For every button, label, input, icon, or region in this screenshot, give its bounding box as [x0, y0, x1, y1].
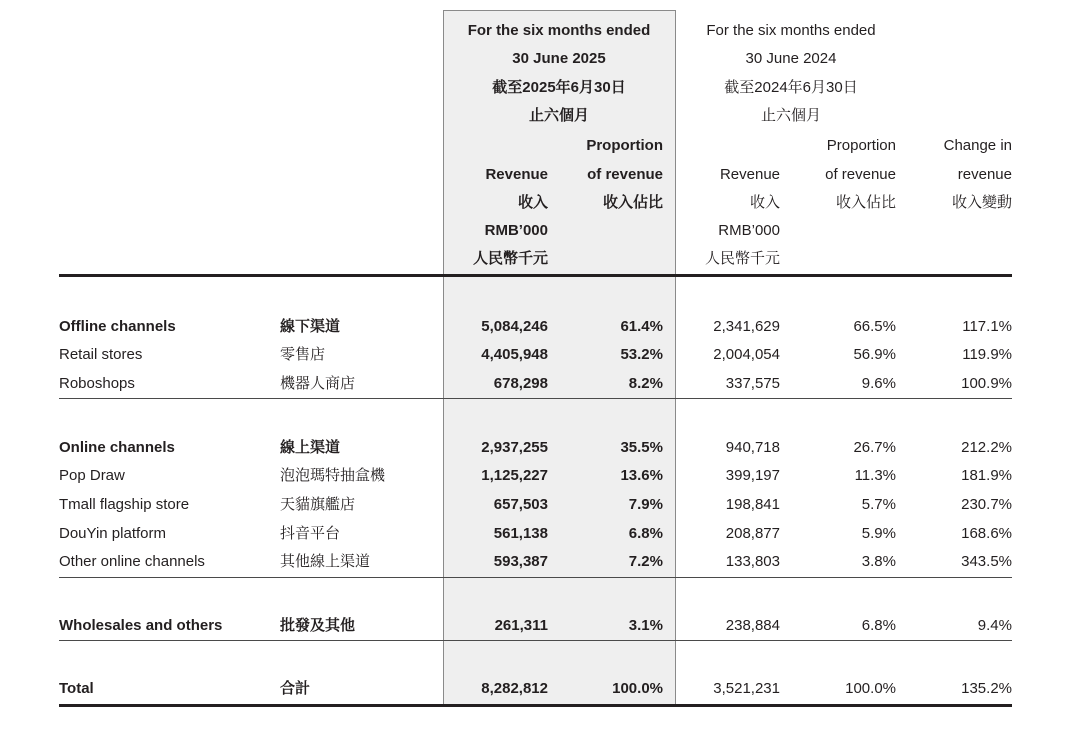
cell-change: 100.9%: [961, 375, 1012, 392]
period-header-2025-line: 止六個月: [528, 107, 589, 124]
row-label-zh: 零售店: [280, 346, 326, 363]
column-header-change-line: 收入變動: [951, 194, 1012, 211]
period-header-2024-line: For the six months ended: [706, 22, 876, 39]
cell-proportion-2025: 61.4%: [620, 318, 663, 335]
cell-proportion-2024: 11.3%: [854, 467, 896, 484]
column-header-proportion-2024-line: Proportion: [826, 137, 896, 154]
row-label-en: Retail stores: [59, 346, 143, 363]
column-header-change-line: Change in: [943, 137, 1012, 154]
cell-revenue-2024: 940,718: [725, 439, 780, 456]
cell-change: 168.6%: [961, 525, 1012, 542]
cell-revenue-2024: 399,197: [725, 467, 780, 484]
table-row: [0, 550, 1080, 574]
cell-revenue-2025: 8,282,812: [481, 680, 548, 697]
cell-proportion-2024: 26.7%: [853, 439, 896, 456]
column-header-proportion-2025-line: of revenue: [587, 166, 663, 183]
column-header-revenue-2024-line: Revenue: [719, 166, 780, 183]
row-label-en: DouYin platform: [59, 525, 166, 542]
cell-proportion-2024: 5.7%: [861, 496, 896, 513]
column-header-revenue-2024-line: 收入: [749, 194, 780, 211]
row-label-en: Other online channels: [59, 553, 205, 570]
cell-revenue-2024: 337,575: [725, 375, 780, 392]
cell-revenue-2025: 2,937,255: [481, 439, 548, 456]
cell-revenue-2024: 2,341,629: [713, 318, 780, 335]
row-label-zh: 泡泡瑪特抽盒機: [280, 467, 386, 484]
section-divider: [59, 640, 1012, 641]
row-label-zh: 其他線上渠道: [280, 553, 371, 570]
row-label-en: Total: [59, 680, 94, 697]
cell-revenue-2024: 3,521,231: [713, 680, 780, 697]
cell-revenue-2025: 1,125,227: [481, 467, 548, 484]
table-row: [0, 464, 1080, 488]
cell-proportion-2024: 5.9%: [861, 525, 896, 542]
cell-change: 135.2%: [961, 680, 1012, 697]
row-label-en: Offline channels: [59, 318, 176, 335]
row-label-zh: 天貓旗艦店: [280, 496, 356, 513]
section-divider: [59, 398, 1012, 399]
cell-change: 9.4%: [977, 617, 1012, 634]
cell-change: 181.9%: [961, 467, 1012, 484]
period-header-2024-line: 止六個月: [760, 107, 821, 124]
table-row-heading: [0, 614, 1080, 638]
row-label-en: Wholesales and others: [59, 617, 223, 634]
cell-change: 343.5%: [961, 553, 1012, 570]
cell-revenue-2024: 2,004,054: [713, 346, 780, 363]
cell-proportion-2024: 66.5%: [853, 318, 896, 335]
cell-proportion-2025: 7.9%: [628, 496, 663, 513]
cell-change: 117.1%: [962, 318, 1012, 335]
cell-proportion-2024: 3.8%: [861, 553, 896, 570]
table-row-heading: [0, 315, 1080, 339]
cell-proportion-2025: 35.5%: [620, 439, 663, 456]
period-header-2025-line: For the six months ended: [467, 22, 651, 39]
cell-change: 119.9%: [962, 346, 1012, 363]
row-label-en: Roboshops: [59, 375, 135, 392]
cell-revenue-2025: 561,138: [493, 525, 548, 542]
section-divider: [59, 577, 1012, 578]
column-header-revenue-2025-line: 收入: [517, 194, 548, 211]
row-label-zh: 機器人商店: [280, 375, 356, 392]
column-header-revenue-2025-line: RMB’000: [484, 222, 548, 239]
table-row: [0, 493, 1080, 517]
cell-revenue-2024: 208,877: [725, 525, 780, 542]
row-label-zh: 線上渠道: [280, 439, 341, 456]
column-header-proportion-2025-line: Proportion: [586, 137, 663, 154]
cell-proportion-2024: 9.6%: [861, 375, 896, 392]
cell-revenue-2025: 678,298: [493, 375, 548, 392]
row-label-en: Online channels: [59, 439, 175, 456]
cell-revenue-2024: 198,841: [725, 496, 780, 513]
cell-proportion-2025: 7.2%: [628, 553, 663, 570]
cell-proportion-2025: 100.0%: [612, 680, 663, 697]
row-label-en: Pop Draw: [59, 467, 125, 484]
cell-revenue-2025: 593,387: [493, 553, 548, 570]
column-header-proportion-2024-line: of revenue: [825, 166, 896, 183]
table-row: [0, 372, 1080, 396]
column-header-proportion-2025-line: 收入佔比: [602, 194, 663, 211]
cell-revenue-2025: 5,084,246: [481, 318, 548, 335]
period-header-2025-line: 30 June 2025: [512, 50, 606, 67]
table-row-heading: [0, 436, 1080, 460]
column-header-revenue-2025-line: Revenue: [485, 166, 548, 183]
period-header-2024-line: 30 June 2024: [745, 50, 837, 67]
cell-revenue-2025: 4,405,948: [481, 346, 548, 363]
cell-proportion-2025: 3.1%: [628, 617, 663, 634]
cell-revenue-2025: 261,311: [494, 617, 548, 634]
cell-revenue-2024: 133,803: [725, 553, 780, 570]
period-header-2025-line: 截至2025年6月30日: [492, 79, 626, 96]
cell-proportion-2025: 6.8%: [628, 525, 663, 542]
cell-proportion-2024: 56.9%: [853, 346, 896, 363]
row-label-zh: 批發及其他: [280, 617, 356, 634]
period-header-2024-line: 截至2024年6月30日: [724, 79, 858, 96]
cell-revenue-2025: 657,503: [493, 496, 548, 513]
table-row: [0, 522, 1080, 546]
cell-change: 212.2%: [961, 439, 1012, 456]
row-label-en: Tmall flagship store: [59, 496, 190, 513]
column-header-revenue-2025-line: 人民幣千元: [472, 250, 548, 267]
row-label-zh: 線下渠道: [280, 318, 341, 335]
column-header-change-line: revenue: [957, 166, 1012, 183]
table-row: [0, 343, 1080, 367]
cell-proportion-2025: 13.6%: [620, 467, 663, 484]
column-header-proportion-2024-line: 收入佔比: [835, 194, 896, 211]
column-header-revenue-2024-line: RMB’000: [718, 222, 780, 239]
column-header-revenue-2024-line: 人民幣千元: [704, 250, 780, 267]
table-row-heading: [0, 677, 1080, 701]
cell-proportion-2024: 100.0%: [845, 680, 896, 697]
cell-proportion-2025: 8.2%: [628, 375, 663, 392]
row-label-zh: 抖音平台: [280, 525, 341, 542]
cell-proportion-2025: 53.2%: [620, 346, 663, 363]
cell-change: 230.7%: [961, 496, 1012, 513]
row-label-zh: 合計: [280, 680, 311, 697]
cell-proportion-2024: 6.8%: [861, 617, 896, 634]
cell-revenue-2024: 238,884: [725, 617, 780, 634]
